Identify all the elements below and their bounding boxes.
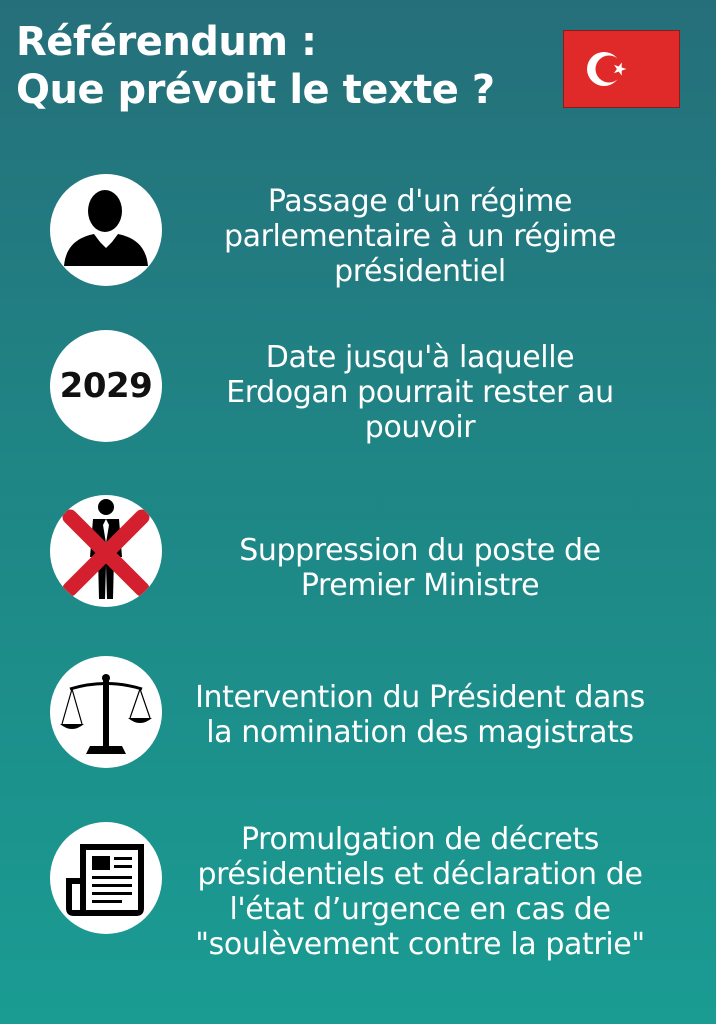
person-silhouette-icon	[50, 174, 162, 286]
scales-of-justice-icon	[50, 656, 162, 768]
item-text: Date jusqu'à laquelle Erdogan pourrait rester au pouvoir	[226, 340, 614, 445]
newspaper-icon	[50, 822, 162, 934]
item-text: Passage d'un régime parlementaire à un régime présidentiel	[223, 184, 617, 289]
year-badge-text: 2029	[59, 366, 153, 406]
year-badge	[50, 330, 162, 442]
turkey-flag-icon	[563, 30, 680, 108]
item-text: Suppression du poste de Premier Ministre	[239, 533, 601, 603]
item-text: Intervention du Président dans la nomination des magistrats	[195, 680, 645, 750]
item-text: Promulgation de décrets présidentiels et déclaration de l'état d’urgence en cas de "soulèvement contre la patrie"	[195, 822, 645, 962]
crossed-minister-icon	[50, 495, 162, 607]
page-title: Référendum : Que prévoit le texte ?	[16, 19, 495, 113]
